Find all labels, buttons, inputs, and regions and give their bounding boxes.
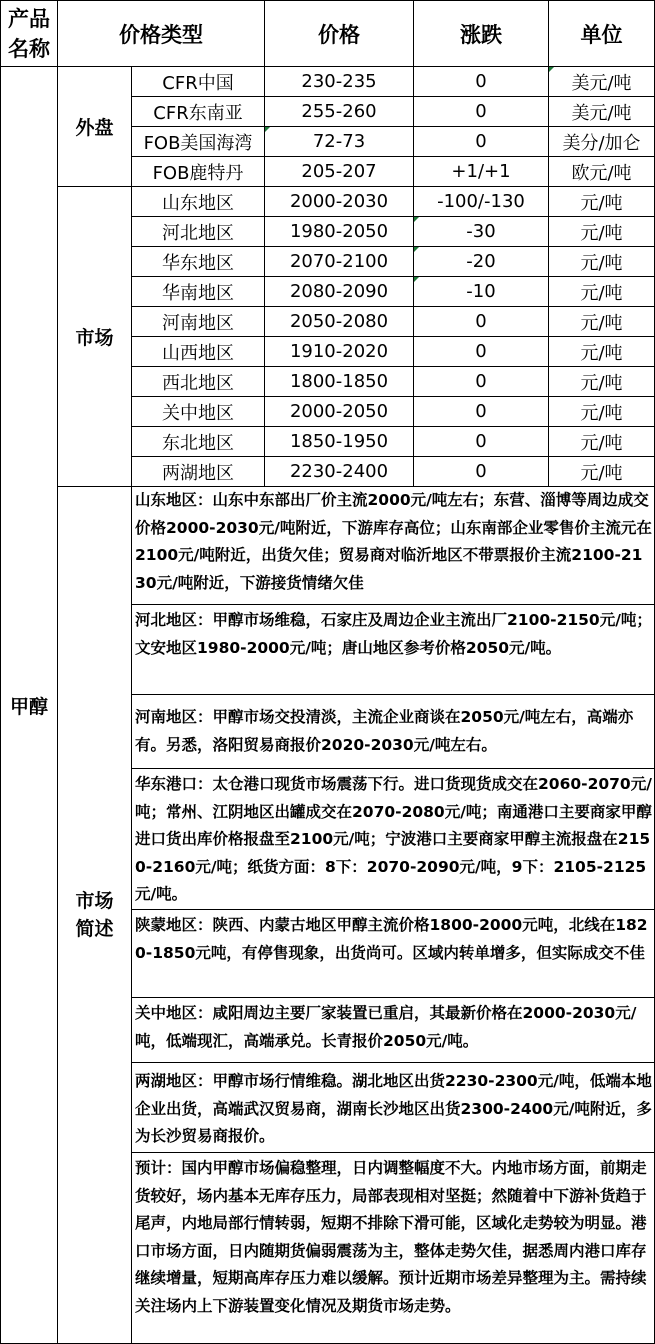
change-cell: 0 xyxy=(414,367,549,397)
unit-cell: 元/吨 xyxy=(549,397,655,427)
group-market: 市场 xyxy=(58,187,132,487)
change-cell: -30 xyxy=(414,217,549,247)
unit-cell: 元/吨 xyxy=(549,457,655,487)
change-cell: -10 xyxy=(414,277,549,307)
unit-cell: 美分/加仑 xyxy=(549,127,655,157)
summary-hubei-hunan: 两湖地区：甲醇市场行情维稳。湖北地区出货2230-2300元/吨，低端本地企业出货，高端武汉贸易商，湖南长沙地区出货2300-2400元/吨附近，多为长沙贸易商报价。 xyxy=(132,1063,655,1153)
unit-cell: 欧元/吨 xyxy=(549,157,655,187)
product-name-cell: 甲醇 xyxy=(1,67,58,1344)
price-cell: 2000-2050 xyxy=(265,397,414,427)
price-cell: 1910-2020 xyxy=(265,337,414,367)
header-unit: 单位 xyxy=(549,1,655,67)
price-cell: 2070-2100 xyxy=(265,247,414,277)
group-summary: 市场 简述 xyxy=(58,487,132,1344)
change-cell: 0 xyxy=(414,67,549,97)
price-cell: 2050-2080 xyxy=(265,307,414,337)
price-cell: 255-260 xyxy=(265,97,414,127)
price-type-cell: CFR中国 xyxy=(132,67,265,97)
summary-hebei: 河北地区：甲醇市场维稳，石家庄及周边企业主流出厂2100-2150元/吨；文安地区1980-2000元/吨；唐山地区参考价格2050元/吨。 xyxy=(132,605,655,695)
change-cell: 0 xyxy=(414,397,549,427)
summary-forecast: 预计：国内甲醇市场偏稳整理，日内调整幅度不大。内地市场方面，前期走货较好，场内基本无库存压力，局部表现相对坚挺；然随着中下游补货趋于尾声，内地局部行情转弱，短期不排除下滑可能，区域化走势较为明显。港口市场方面，日内随期货偏弱震荡为主，整体走势欠佳，据悉周内港口库存继续增量，短期高库存压力难以缓解。预计近期市场差异整理为主。需持续关注场内上下游装置变化情况及期货市场走势。 xyxy=(132,1153,655,1344)
unit-cell: 元/吨 xyxy=(549,367,655,397)
price-cell: 2080-2090 xyxy=(265,277,414,307)
price-type-cell: CFR东南亚 xyxy=(132,97,265,127)
unit-cell: 美元/吨 xyxy=(549,67,655,97)
price-type-cell: 关中地区 xyxy=(132,397,265,427)
unit-cell: 元/吨 xyxy=(549,247,655,277)
price-cell: 2000-2030 xyxy=(265,187,414,217)
unit-cell: 元/吨 xyxy=(549,277,655,307)
unit-cell: 元/吨 xyxy=(549,427,655,457)
price-type-cell: 山西地区 xyxy=(132,337,265,367)
price-type-cell: 华东地区 xyxy=(132,247,265,277)
price-type-cell: FOB鹿特丹 xyxy=(132,157,265,187)
header-row xyxy=(1,1,655,67)
change-cell: 0 xyxy=(414,307,549,337)
unit-cell: 元/吨 xyxy=(549,217,655,247)
price-type-cell: 山东地区 xyxy=(132,187,265,217)
price-type-cell: 西北地区 xyxy=(132,367,265,397)
price-type-cell: 河南地区 xyxy=(132,307,265,337)
table-row xyxy=(1,67,655,97)
summary-east-port: 华东港口：太仓港口现货市场震荡下行。进口货现货成交在2060-2070元/吨；常州、江阴地区出罐成交在2070-2080元/吨；南通港口主要商家甲醇进口货出库价格报盘至2100元/吨；宁波港口主要商家甲醇主流报盘在2150-2160元/吨；纸货方面：8下：2070-2090元/吨，9下：2105-2125元/吨。 xyxy=(132,769,655,910)
change-cell: -100/-130 xyxy=(414,187,549,217)
price-cell: 2230-2400 xyxy=(265,457,414,487)
price-cell: 1800-1850 xyxy=(265,367,414,397)
price-type-cell: FOB美国海湾 xyxy=(132,127,265,157)
table-row xyxy=(1,187,655,217)
unit-cell: 元/吨 xyxy=(549,337,655,367)
unit-cell: 美元/吨 xyxy=(549,97,655,127)
summary-shandong: 山东地区：山东中东部出厂价主流2000元/吨左右；东营、淄博等周边成交价格2000-2030元/吨附近，下游库存高位；山东南部企业零售价主流元在2100元/吨附近，出货欠佳；贸易商对临沂地区不带票报价主流2100-2130元/吨附近，下游接货情绪欠佳 xyxy=(132,487,655,605)
price-type-cell: 河北地区 xyxy=(132,217,265,247)
group-outer: 外盘 xyxy=(58,67,132,187)
summary-guanzhong: 关中地区：咸阳周边主要厂家装置已重启，其最新价格在2000-2030元/吨，低端现汇，高端承兑。长青报价2050元/吨。 xyxy=(132,998,655,1063)
header-change: 涨跌 xyxy=(414,1,549,67)
price-type-cell: 两湖地区 xyxy=(132,457,265,487)
change-cell: -20 xyxy=(414,247,549,277)
price-cell: 1980-2050 xyxy=(265,217,414,247)
price-cell: 1850-1950 xyxy=(265,427,414,457)
change-cell: 0 xyxy=(414,337,549,367)
header-price: 价格 xyxy=(265,1,414,67)
price-type-cell: 东北地区 xyxy=(132,427,265,457)
change-cell: 0 xyxy=(414,457,549,487)
header-product-name: 产品 名称 xyxy=(1,1,58,67)
change-cell: +1/+1 xyxy=(414,157,549,187)
price-cell: 230-235 xyxy=(265,67,414,97)
price-cell: 72-73 xyxy=(265,127,414,157)
change-cell: 0 xyxy=(414,427,549,457)
header-price-type: 价格类型 xyxy=(58,1,265,67)
summary-shaanxi-mongolia: 陕蒙地区：陕西、内蒙古地区甲醇主流价格1800-2000元吨，北线在1820-1850元吨，有停售现象，出货尚可。区域内转单增多，但实际成交不佳 xyxy=(132,910,655,998)
price-cell: 205-207 xyxy=(265,157,414,187)
unit-cell: 元/吨 xyxy=(549,307,655,337)
unit-cell: 元/吨 xyxy=(549,187,655,217)
change-cell: 0 xyxy=(414,127,549,157)
summary-henan: 河南地区：甲醇市场交投清淡，主流企业商谈在2050元/吨左右，高端亦有。另悉，洛阳贸易商报价2020-2030元/吨左右。 xyxy=(132,695,655,769)
summary-row xyxy=(1,487,655,605)
price-type-cell: 华南地区 xyxy=(132,277,265,307)
change-cell: 0 xyxy=(414,97,549,127)
